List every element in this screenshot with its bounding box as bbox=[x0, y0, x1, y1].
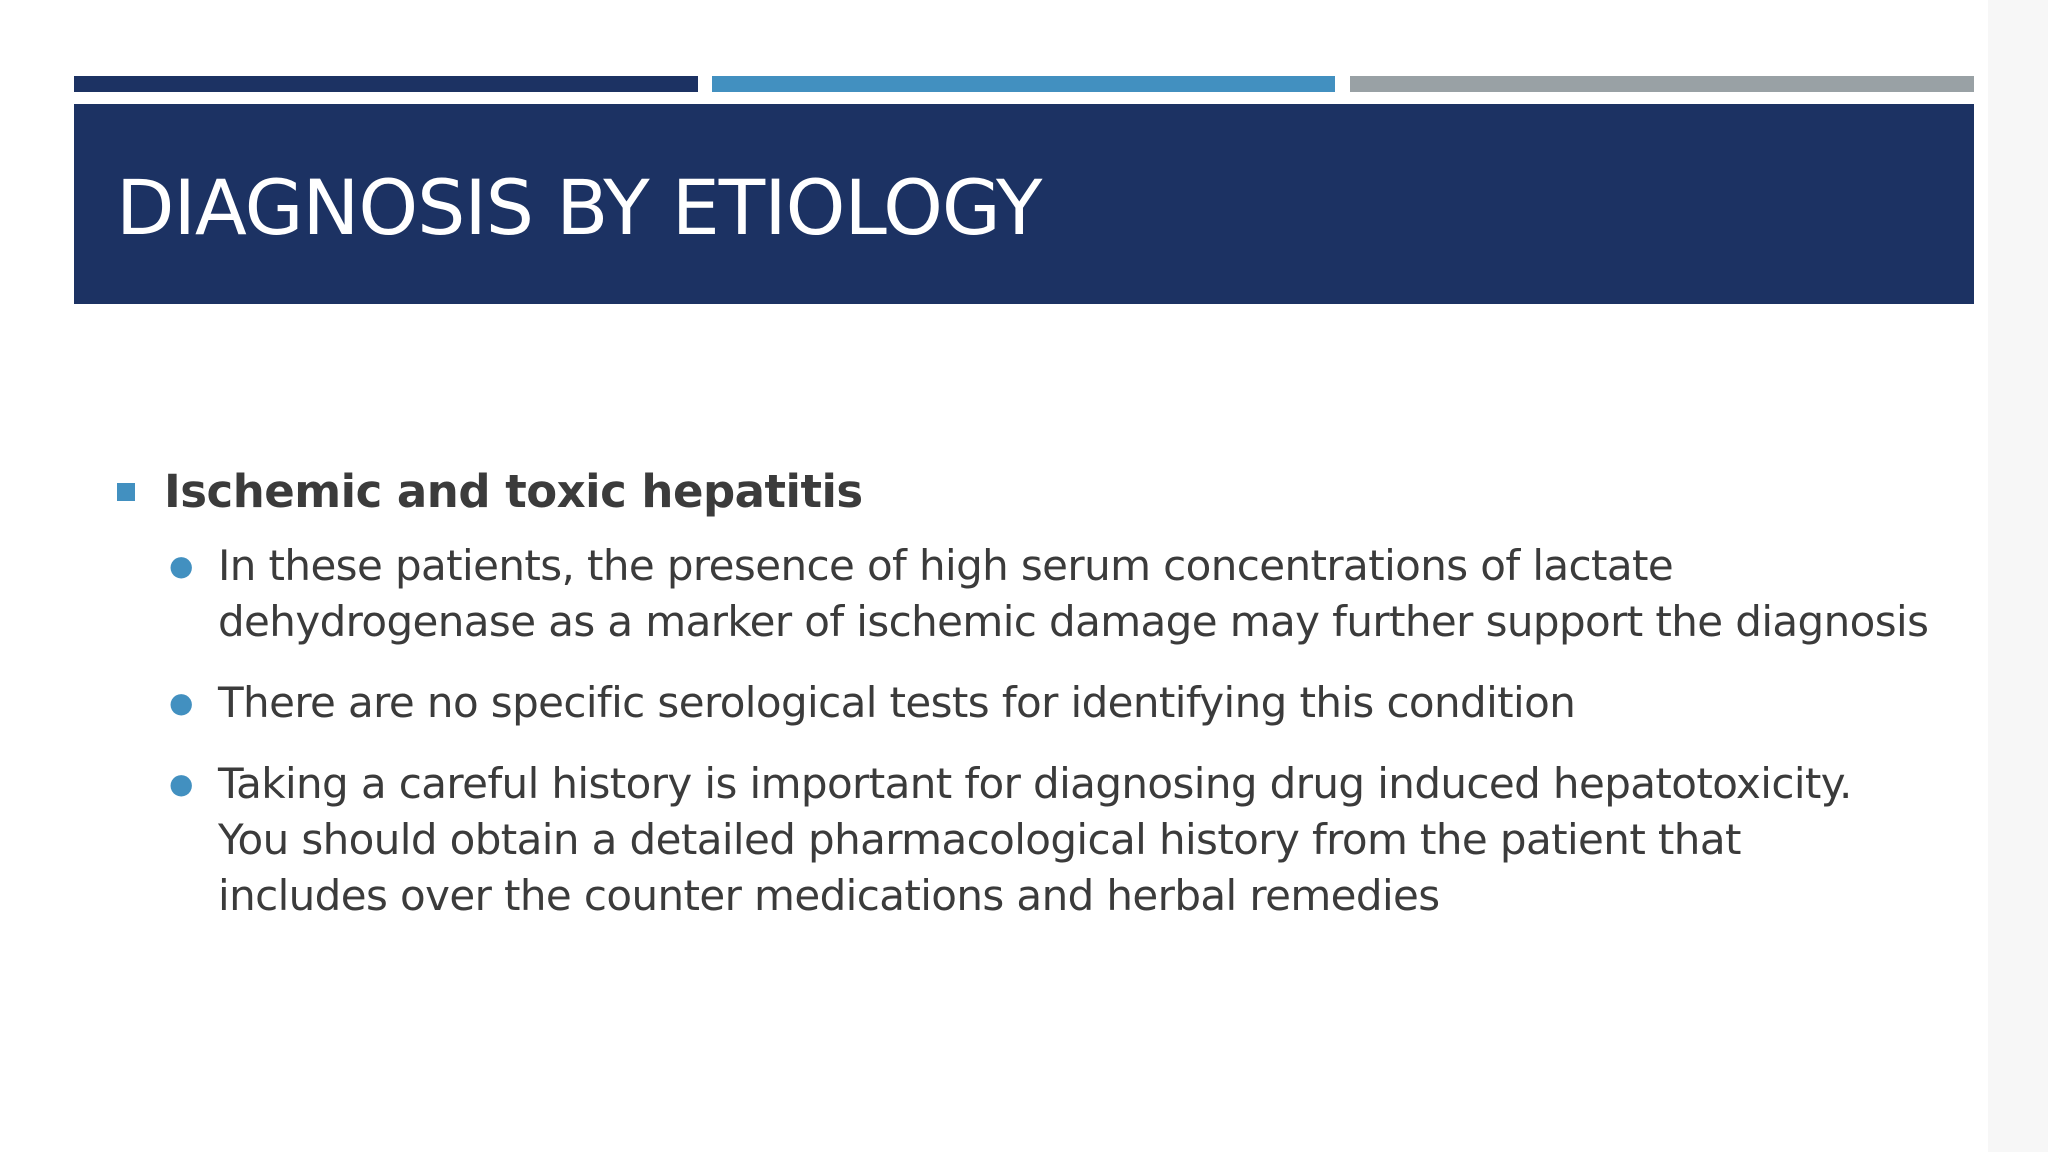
sub-bullet-text-line: In these patients, the presence of high serum concentrations of lactate bbox=[218, 541, 1674, 590]
accent-bar-gray bbox=[1350, 76, 1974, 92]
dot-bullet-icon: ● bbox=[169, 686, 193, 719]
sub-bullet-list bbox=[114, 538, 1954, 924]
accent-bar-dark bbox=[74, 76, 698, 92]
sub-bullet-item bbox=[114, 756, 1954, 924]
slide-content bbox=[114, 458, 1954, 949]
slide-title: DIAGNOSIS BY ETIOLOGY bbox=[116, 163, 1042, 252]
sub-bullet-item bbox=[114, 538, 1954, 650]
bullet-heading: Ischemic and toxic hepatitis bbox=[164, 465, 863, 518]
sub-bullet-text-line: includes over the counter medications and herbal remedies bbox=[218, 871, 1440, 920]
sub-bullet-text-line: There are no specific serological tests for identifying this condition bbox=[218, 678, 1576, 727]
dot-bullet-icon: ● bbox=[169, 549, 193, 582]
title-band bbox=[74, 104, 1974, 304]
square-bullet-icon bbox=[117, 483, 135, 501]
accent-bar-blue bbox=[712, 76, 1335, 92]
bullet-level-1 bbox=[114, 458, 1954, 526]
dot-bullet-icon: ● bbox=[169, 767, 193, 800]
sub-bullet-text-line: Taking a careful history is important for diagnosing drug induced hepatotoxicity. bbox=[218, 759, 1852, 808]
sub-bullet-text-line: dehydrogenase as a marker of ischemic damage may further support the diagnosis bbox=[218, 597, 1929, 646]
sub-bullet-item bbox=[114, 675, 1954, 731]
slide-edge-strip bbox=[1988, 0, 2048, 1152]
sub-bullet-text-line: You should obtain a detailed pharmacological history from the patient that bbox=[218, 815, 1741, 864]
